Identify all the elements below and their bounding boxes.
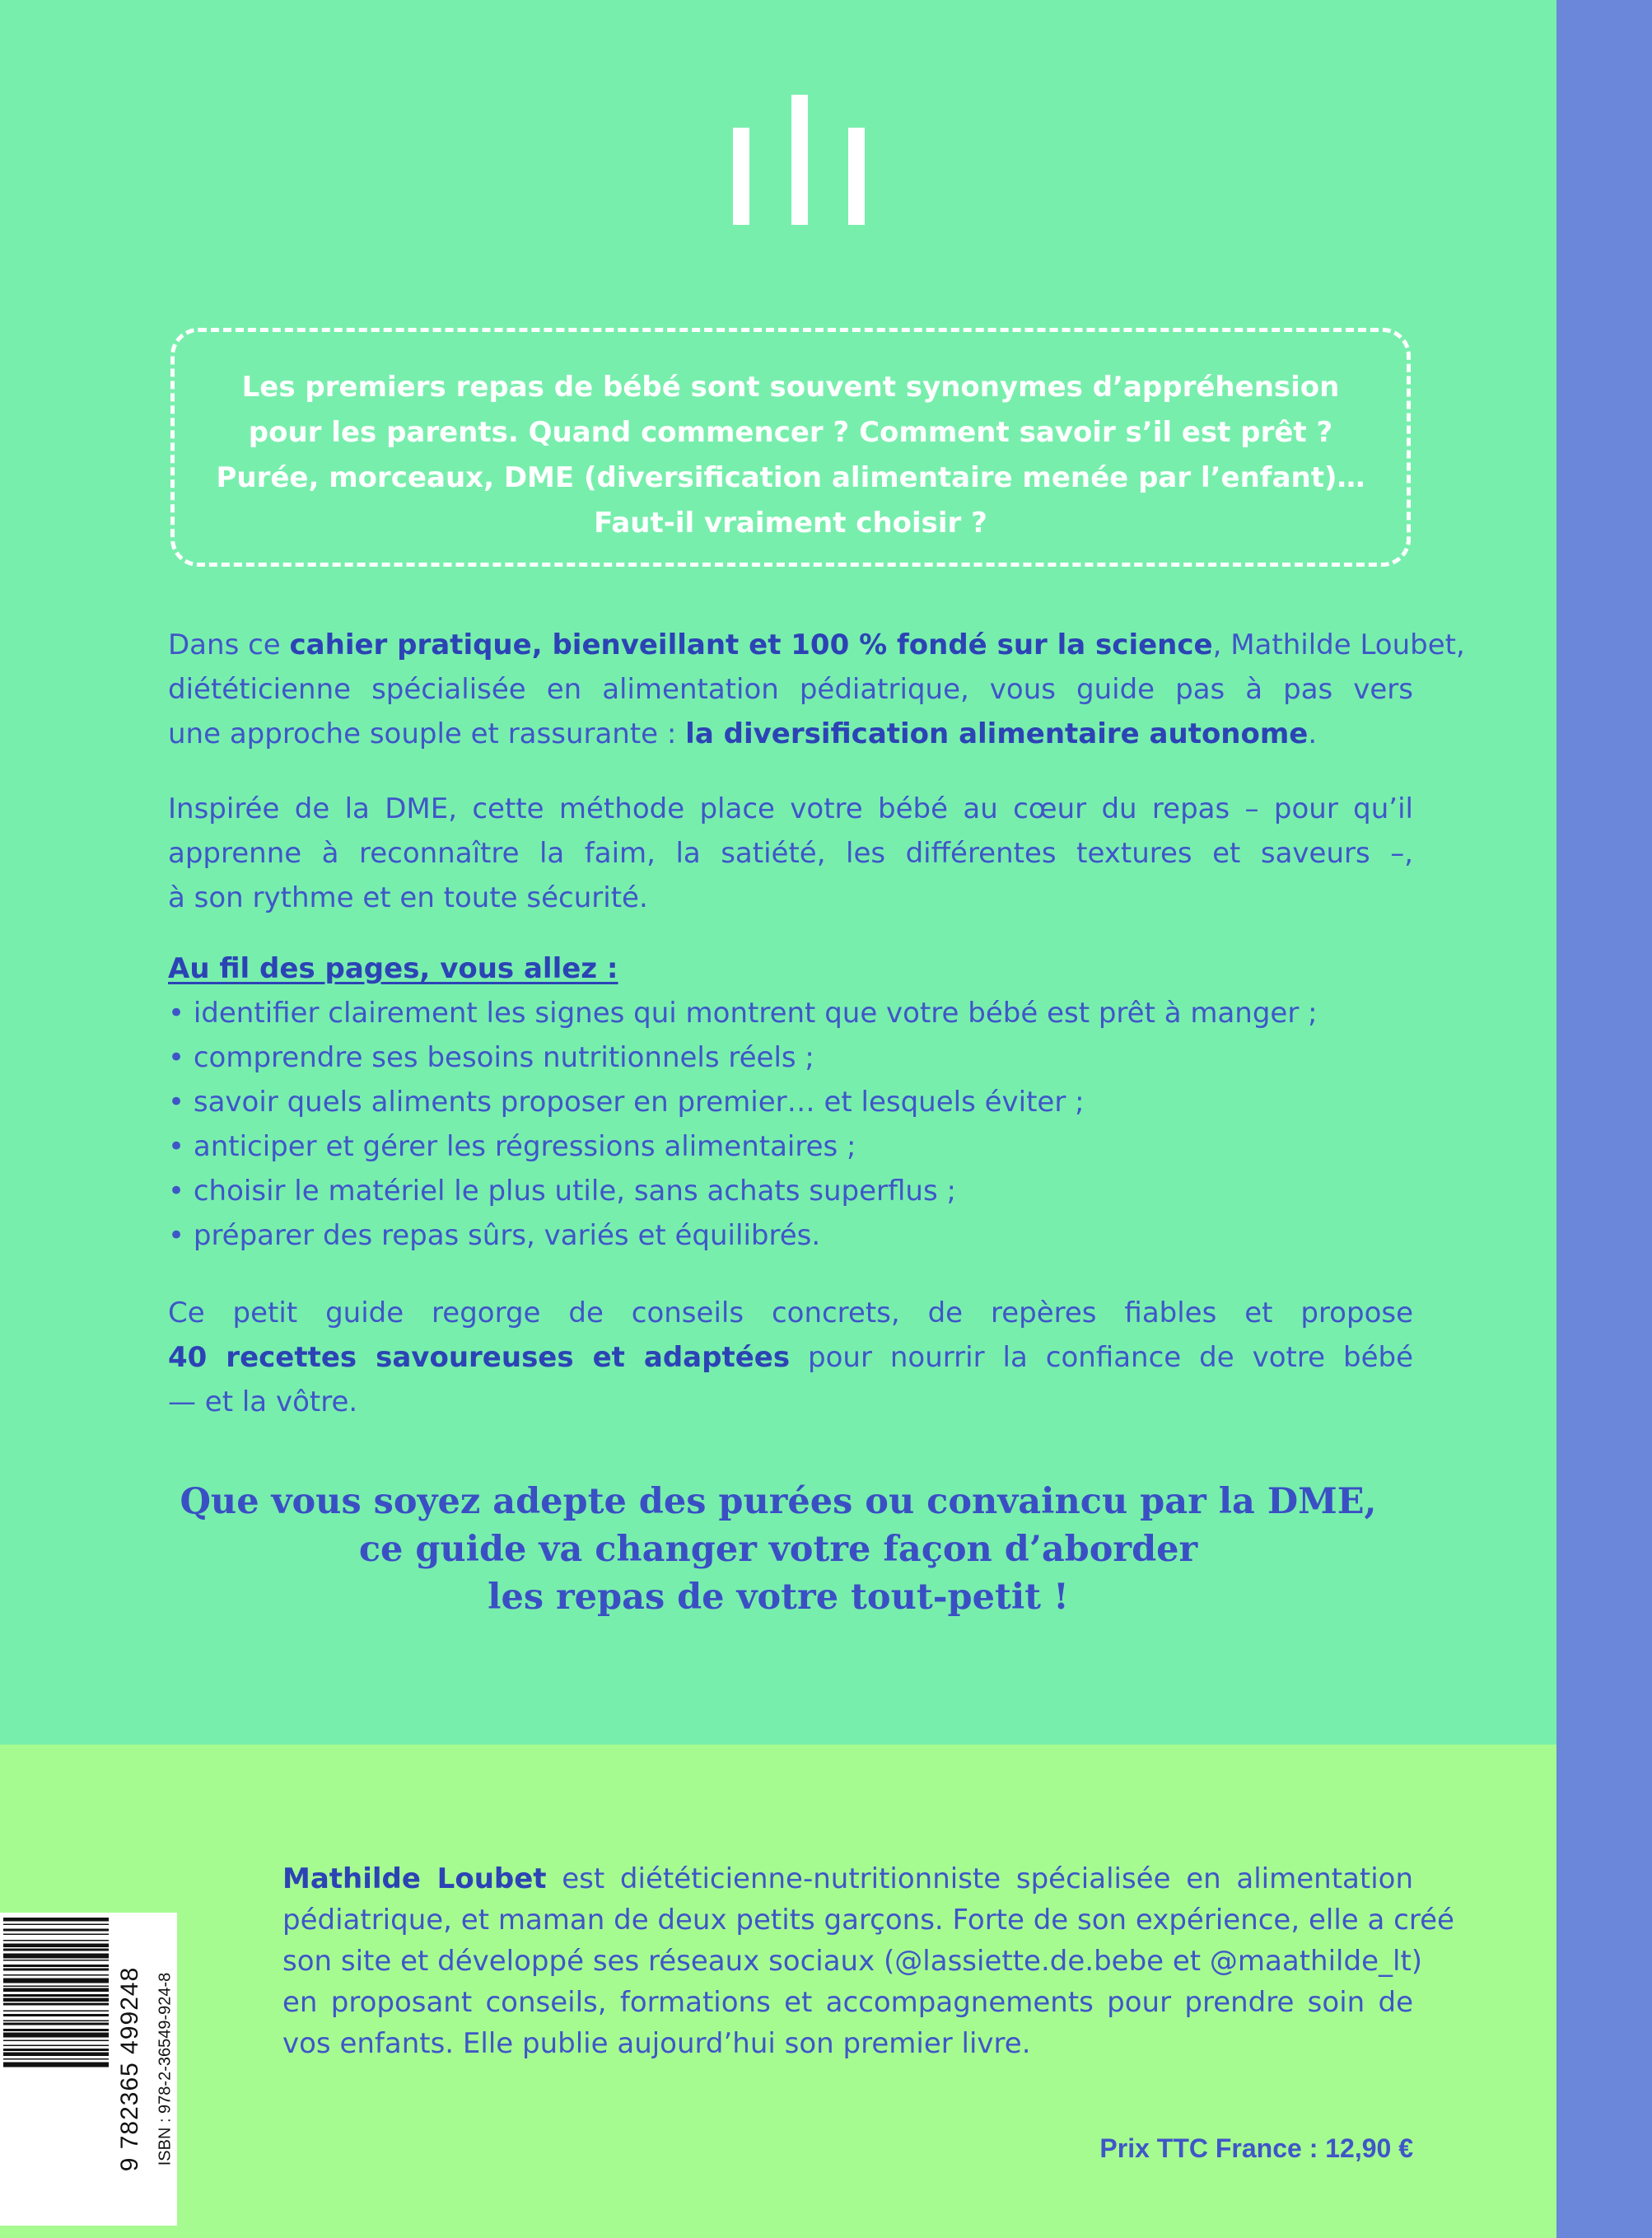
barcode-number: 9 782365 499248 [116, 1966, 143, 2172]
intro-line: Purée, morceaux, DME (diversification alimentaire menée par l’enfant)… [216, 461, 1365, 494]
intro-line: Les premiers repas de bébé sont souvent synonymes d’appréhension [241, 371, 1340, 404]
list-item: • choisir le matériel le plus utile, sans achats superflus ; [168, 1175, 956, 1208]
paragraph-recipes [168, 1291, 1413, 1424]
list-item: • anticiper et gérer les régressions alimentaires ; [168, 1130, 856, 1163]
paragraph-method [168, 787, 1413, 920]
intro-dashed-box [170, 328, 1411, 567]
text-run: est diététicienne-nutritionniste spécialisée en alimentation [546, 1862, 1413, 1895]
list-item: • préparer des repas sûrs, variés et équilibrés. [168, 1219, 821, 1252]
feature-list [168, 946, 1413, 1258]
author-name: Mathilde Loubet [282, 1862, 547, 1895]
closing-line: ce guide va changer votre façon d’aborder [358, 1529, 1198, 1570]
spine-strip [1556, 0, 1652, 2238]
bold-phrase: cahier pratique, bienveillant et 100 % fondé sur la science [289, 628, 1213, 661]
author-bio [282, 1858, 1454, 2064]
text-line: en proposant conseils, formations et accompagnements pour prendre soin de [282, 1986, 1413, 2019]
isbn-label: ISBN : 978-2-36549-924-8 [156, 1972, 175, 2166]
text-line: Inspirée de la DME, cette méthode place votre bébé au cœur du repas – pour qu’il [168, 792, 1413, 825]
list-item: • comprendre ses besoins nutritionnels réels ; [168, 1041, 814, 1074]
text-line: pédiatrique, et maman de deux petits garçons. Forte de son expérience, elle a créé [282, 1904, 1454, 1937]
three-vertical-bars-logo-icon [733, 95, 865, 225]
text-run: Dans ce [168, 628, 290, 661]
paragraph-intro [168, 623, 1465, 756]
text-run: pour nourrir la confiance de votre bébé [790, 1341, 1413, 1374]
text-line: diététicienne spécialisée en alimentation pédiatrique, vous guide pas à pas vers [168, 673, 1413, 706]
text-line: Ce petit guide regorge de conseils concrets, de repères fiables et propose [168, 1297, 1413, 1329]
bold-phrase: 40 recettes savoureuses et adaptées [168, 1341, 791, 1374]
price-label: Prix TTC France : 12,90 € [1099, 2133, 1413, 2163]
text-run: , Mathilde Loubet, [1212, 628, 1465, 661]
list-item: • identifier clairement les signes qui montrent que votre bébé est prêt à manger ; [168, 997, 1318, 1030]
list-heading: Au fil des pages, vous allez : [168, 952, 618, 985]
list-item: • savoir quels aliments proposer en premier… et lesquels éviter ; [168, 1086, 1085, 1119]
bold-phrase: la diversification alimentaire autonome [685, 717, 1309, 750]
text-run: . [1308, 717, 1318, 750]
text-line: son site et développé ses réseaux sociaux (@lassiette.de.bebe et @maathilde_lt) [282, 1945, 1423, 1978]
closing-line: Que vous soyez adepte des purées ou convaincu par la DME, [180, 1481, 1377, 1522]
intro-line: pour les parents. Quand commencer ? Comment savoir s’il est prêt ? [248, 416, 1333, 449]
closing-line: les repas de votre tout-petit ! [488, 1577, 1069, 1618]
intro-line: Faut-il vraiment choisir ? [594, 507, 987, 540]
barcode-icon [0, 1913, 177, 2226]
text-line: apprenne à reconnaître la faim, la satiété, les différentes textures et saveurs –, [168, 837, 1413, 870]
text-line: à son rythme et en toute sécurité. [168, 881, 648, 914]
text-line: — et la vôtre. [168, 1385, 358, 1418]
text-run: une approche souple et rassurante : [168, 717, 686, 750]
text-line: vos enfants. Elle publie aujourd’hui son premier livre. [282, 2027, 1031, 2060]
